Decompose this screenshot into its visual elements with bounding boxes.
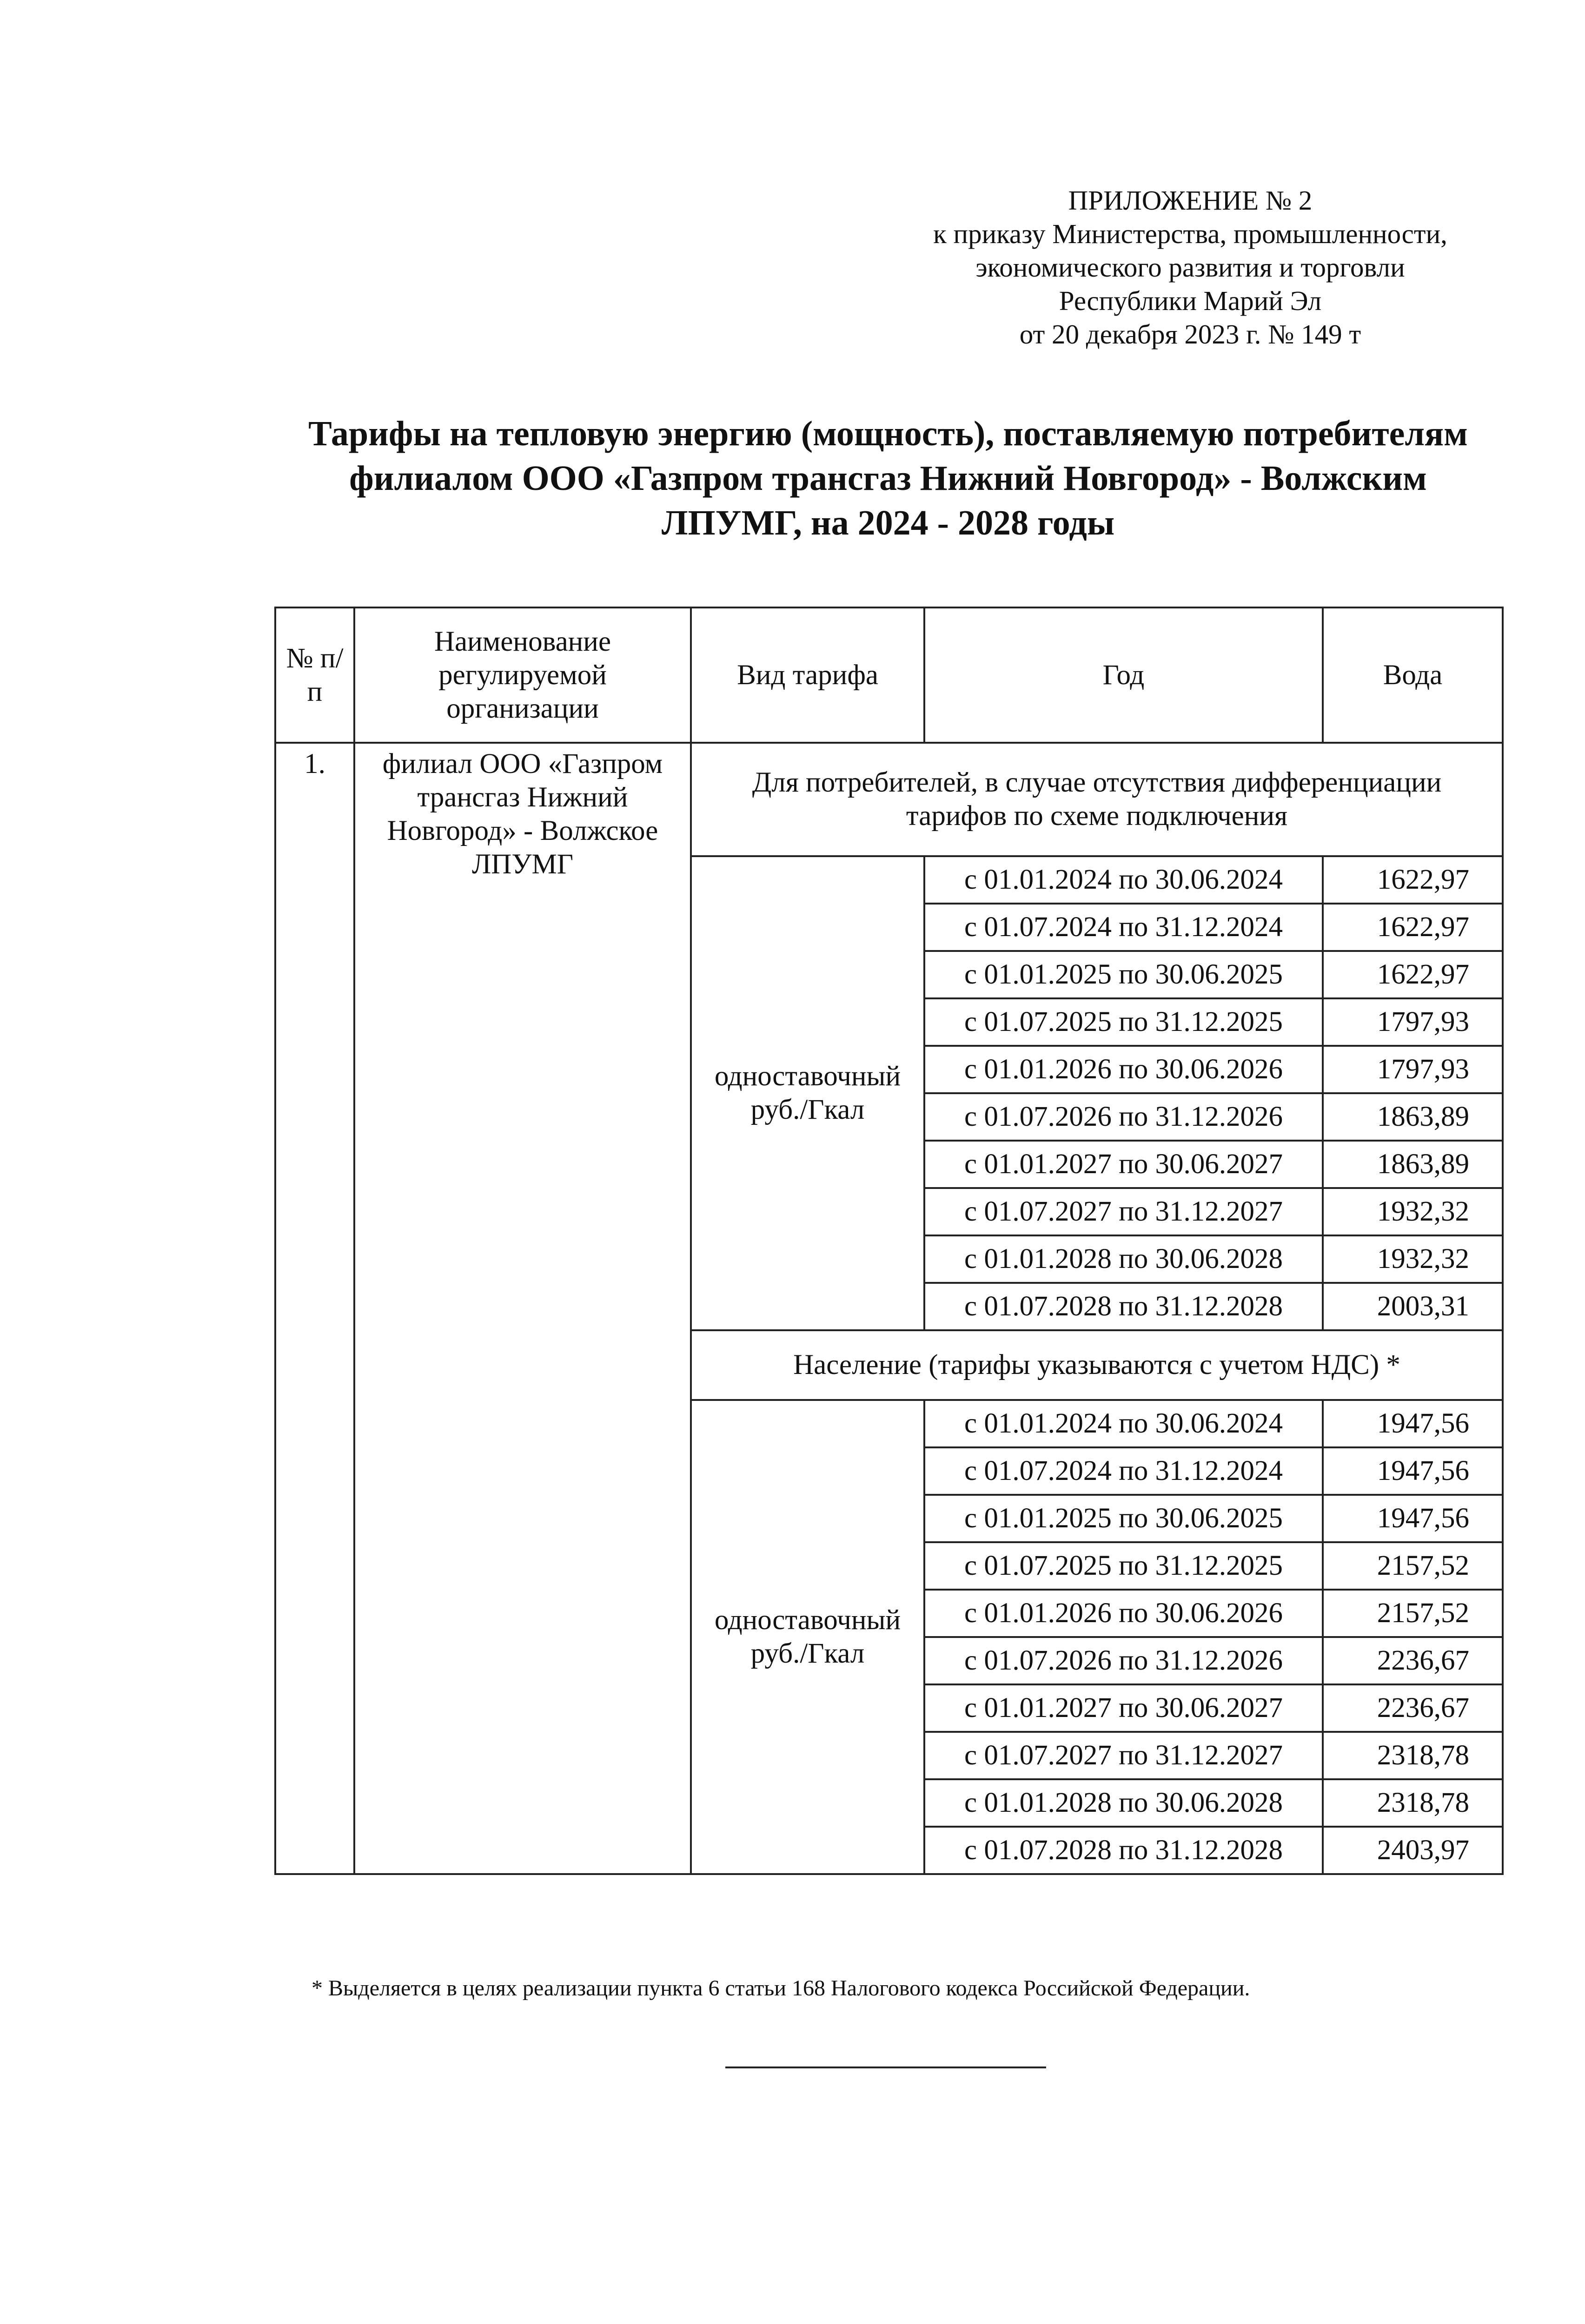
title-line: ЛПУМГ, на 2024 - 2028 годы: [661, 503, 1115, 542]
period-cell: с 01.07.2028 по 31.12.2028: [924, 1827, 1323, 1874]
header-num: № п/п: [275, 607, 354, 743]
period-cell: с 01.01.2025 по 30.06.2025: [924, 1495, 1323, 1542]
group-title: Для потребителей, в случае отсутствия дифференциации тарифов по схеме подключения: [691, 743, 1503, 856]
water-value-cell: 2236,67: [1323, 1637, 1503, 1684]
water-value-cell: 2318,78: [1323, 1732, 1503, 1779]
water-value-cell: 2003,31: [1323, 1283, 1503, 1330]
group-title-row: [275, 743, 1503, 856]
water-value-cell: 2236,67: [1323, 1684, 1503, 1732]
period-cell: с 01.01.2026 по 30.06.2026: [924, 1590, 1323, 1637]
title-line: Тарифы на тепловую энергию (мощность), поставляемую потребителям: [308, 414, 1468, 453]
tariff-type: одноставочный руб./Гкал: [691, 1400, 924, 1874]
period-cell: с 01.07.2026 по 31.12.2026: [924, 1093, 1323, 1141]
appendix-header: [883, 184, 1497, 351]
water-value-cell: 1947,56: [1323, 1400, 1503, 1447]
water-value-cell: 1932,32: [1323, 1235, 1503, 1283]
period-cell: с 01.01.2028 по 30.06.2028: [924, 1235, 1323, 1283]
divider-line: [725, 2067, 1046, 2068]
water-value-cell: 1622,97: [1323, 951, 1503, 998]
water-value-cell: 2403,97: [1323, 1827, 1503, 1874]
period-cell: с 01.07.2025 по 31.12.2025: [924, 998, 1323, 1046]
table-body: [275, 743, 1503, 1874]
water-value-cell: 2157,52: [1323, 1542, 1503, 1590]
header-org: Наименование регулируемой организации: [354, 607, 691, 743]
footnote: * Выделяется в целях реализации пункта 6 статьи 168 Налогового кодекса Российской Федерации.: [312, 1976, 1250, 2000]
water-value-cell: 1947,56: [1323, 1495, 1503, 1542]
appendix-republic-line: Республики Марий Эл: [1059, 285, 1322, 316]
appendix-order-line: к приказу Министерства, промышленности,: [933, 218, 1447, 249]
appendix-date-line: от 20 декабря 2023 г. № 149 т: [1019, 319, 1361, 350]
period-cell: с 01.01.2028 по 30.06.2028: [924, 1779, 1323, 1827]
appendix-ministry-line: экономического развития и торговли: [975, 252, 1405, 283]
period-cell: с 01.01.2025 по 30.06.2025: [924, 951, 1323, 998]
period-cell: с 01.07.2024 по 31.12.2024: [924, 1447, 1323, 1495]
table-header-row: [275, 607, 1503, 743]
period-cell: с 01.07.2025 по 31.12.2025: [924, 1542, 1323, 1590]
period-cell: с 01.01.2027 по 30.06.2027: [924, 1141, 1323, 1188]
water-value-cell: 2157,52: [1323, 1590, 1503, 1637]
water-value-cell: 1797,93: [1323, 1046, 1503, 1093]
header-year: Год: [924, 607, 1323, 743]
document-title: [260, 411, 1516, 545]
organization-name: филиал ООО «Газпром трансгаз Нижний Новгород» - Волжское ЛПУМГ: [354, 743, 691, 1874]
water-value-cell: 1932,32: [1323, 1188, 1503, 1235]
water-value-cell: 1863,89: [1323, 1093, 1503, 1141]
period-cell: с 01.07.2028 по 31.12.2028: [924, 1283, 1323, 1330]
period-cell: с 01.07.2024 по 31.12.2024: [924, 904, 1323, 951]
tariff-table: [274, 607, 1504, 1875]
period-cell: с 01.01.2024 по 30.06.2024: [924, 856, 1323, 904]
header-tariff-type: Вид тарифа: [691, 607, 924, 743]
period-cell: с 01.07.2026 по 31.12.2026: [924, 1637, 1323, 1684]
water-value-cell: 1797,93: [1323, 998, 1503, 1046]
water-value-cell: 1622,97: [1323, 904, 1503, 951]
group-title: Население (тарифы указываются с учетом НДС) *: [691, 1330, 1503, 1400]
water-value-cell: 2318,78: [1323, 1779, 1503, 1827]
tariff-type: одноставочный руб./Гкал: [691, 856, 924, 1330]
water-value-cell: 1863,89: [1323, 1141, 1503, 1188]
period-cell: с 01.01.2027 по 30.06.2027: [924, 1684, 1323, 1732]
water-value-cell: 1947,56: [1323, 1447, 1503, 1495]
period-cell: с 01.07.2027 по 31.12.2027: [924, 1188, 1323, 1235]
appendix-number: ПРИЛОЖЕНИЕ № 2: [1068, 185, 1313, 216]
period-cell: с 01.07.2027 по 31.12.2027: [924, 1732, 1323, 1779]
row-number: 1.: [275, 743, 354, 1874]
period-cell: с 01.01.2026 по 30.06.2026: [924, 1046, 1323, 1093]
title-line: филиалом ООО «Газпром трансгаз Нижний Новгород» - Волжским: [349, 459, 1427, 498]
water-value-cell: 1622,97: [1323, 856, 1503, 904]
period-cell: с 01.01.2024 по 30.06.2024: [924, 1400, 1323, 1447]
header-water: Вода: [1323, 607, 1503, 743]
